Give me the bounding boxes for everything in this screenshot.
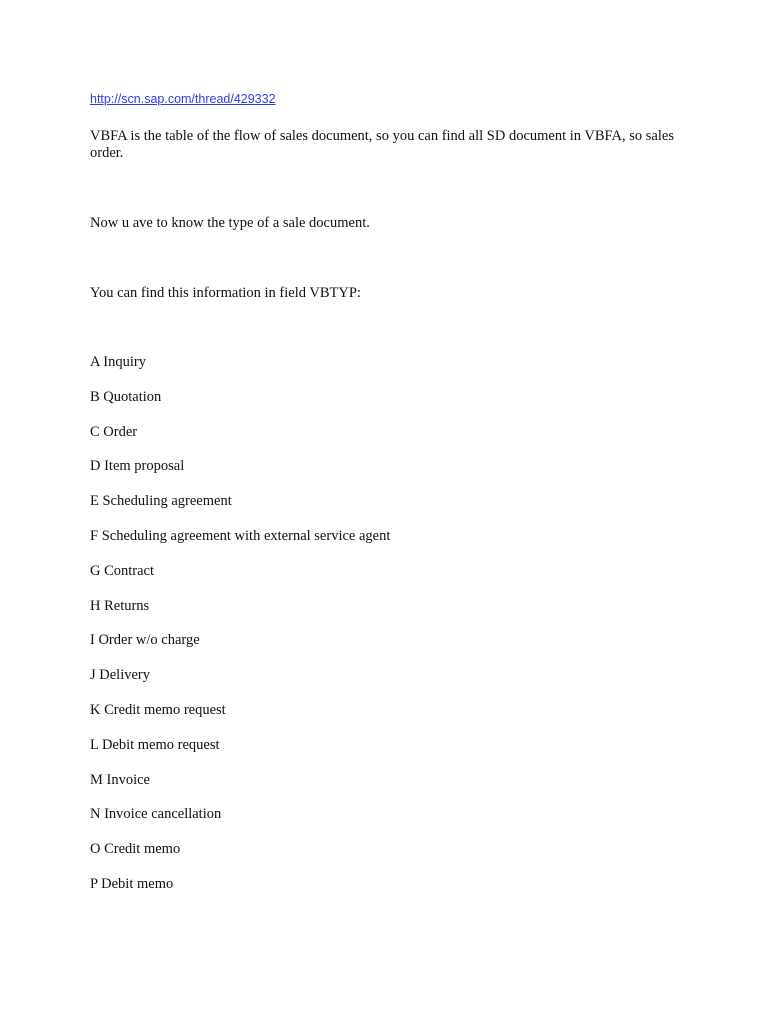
list-item: F Scheduling agreement with external service agent xyxy=(90,527,391,544)
list-item: K Credit memo request xyxy=(90,701,226,718)
paragraph-vbtyp-field: You can find this information in field VBTYP: xyxy=(90,285,361,301)
list-item: O Credit memo xyxy=(90,841,181,858)
thread-link[interactable]: http://scn.sap.com/thread/429332 xyxy=(90,92,276,106)
list-item: H Returns xyxy=(90,597,150,614)
list-item: D Item proposal xyxy=(90,458,185,475)
list-item: G Contract xyxy=(90,562,155,579)
paragraph-vbfa-description: VBFA is the table of the flow of sales document, so you can find all SD document in VBFA, so sales order. xyxy=(90,128,674,161)
list-item: A Inquiry xyxy=(90,354,146,370)
list-item: L Debit memo request xyxy=(90,736,220,753)
list-item: J Delivery xyxy=(90,667,150,684)
document-type-list xyxy=(90,354,390,911)
list-item: E Scheduling agreement xyxy=(90,493,232,510)
list-item: M Invoice xyxy=(90,771,150,788)
list-item: B Quotation xyxy=(90,388,162,405)
paragraph-document-type-intro: Now u ave to know the type of a sale document. xyxy=(90,215,370,231)
list-item: I Order w/o charge xyxy=(90,632,200,649)
list-item: P Debit memo xyxy=(90,875,174,892)
list-item: N Invoice cancellation xyxy=(90,806,222,823)
list-item: C Order xyxy=(90,423,138,440)
